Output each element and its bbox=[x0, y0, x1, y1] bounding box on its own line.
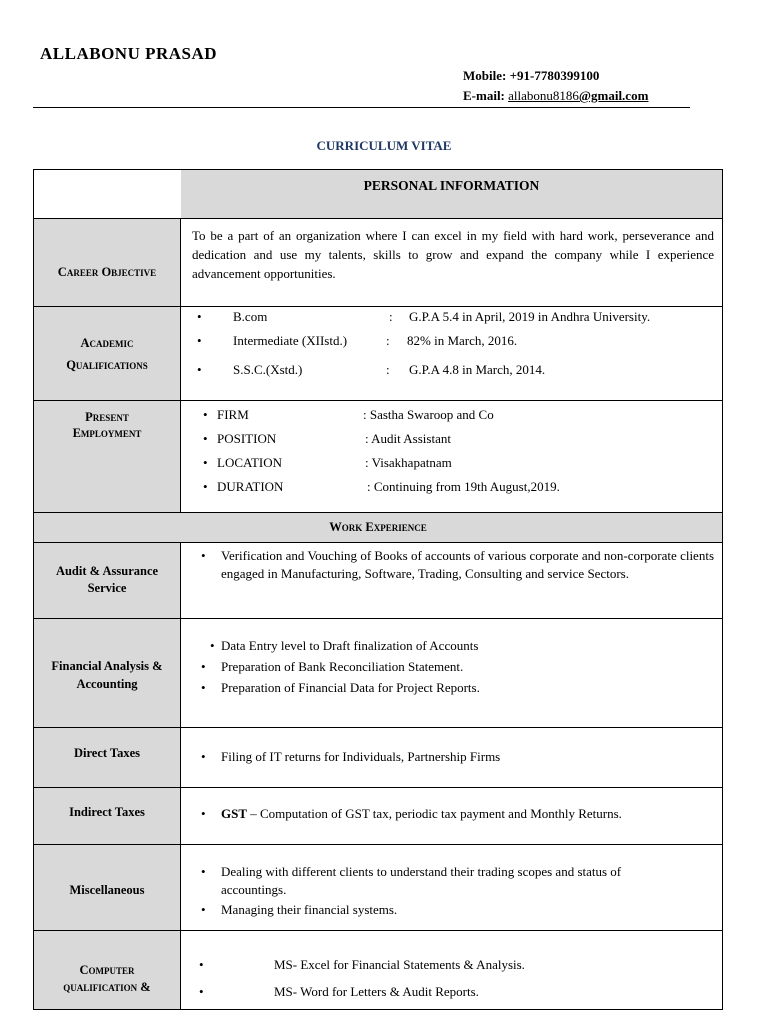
academic-course: B.com bbox=[233, 309, 268, 324]
email-domain: @gmail.com bbox=[578, 88, 649, 103]
financial-item: Preparation of Financial Data for Project Reports. bbox=[221, 680, 480, 695]
academic-course: Intermediate (XIIstd.) bbox=[233, 333, 348, 348]
email-user: allabonu8186 bbox=[508, 88, 579, 103]
audit-row bbox=[33, 542, 723, 619]
indirect-taxes-content bbox=[181, 788, 722, 844]
bullet-icon: • bbox=[203, 479, 208, 494]
mobile-row bbox=[463, 66, 648, 86]
employment-key: DURATION bbox=[217, 479, 284, 494]
career-objective-label-text: Career Objective bbox=[57, 265, 157, 279]
direct-taxes-item: Filing of IT returns for Individuals, Partnership Firms bbox=[221, 749, 501, 764]
mobile-number: +91-7780399100 bbox=[509, 68, 600, 83]
academic-detail: G.P.A 5.4 in April, 2019 in Andhra University. bbox=[409, 309, 651, 324]
personal-info-heading: PERSONAL INFORMATION bbox=[181, 170, 722, 218]
indirect-taxes-label: Indirect Taxes bbox=[34, 788, 181, 844]
employment-key: LOCATION bbox=[217, 455, 282, 470]
academic-separator: : bbox=[386, 362, 390, 377]
financial-item: Data Entry level to Draft finalization of Accounts bbox=[221, 638, 479, 653]
email-label: E-mail: bbox=[463, 88, 505, 103]
employment-key: FIRM bbox=[217, 407, 249, 422]
direct-taxes-row bbox=[33, 727, 723, 788]
misc-item: • Managing their financial systems. bbox=[221, 901, 682, 919]
work-experience-header bbox=[33, 512, 723, 543]
employment-value: : Audit Assistant bbox=[365, 431, 451, 446]
gst-label: GST bbox=[221, 806, 248, 821]
indirect-taxes-row bbox=[33, 787, 723, 845]
bullet-icon: • bbox=[203, 455, 208, 470]
indirect-taxes-item bbox=[221, 806, 622, 822]
financial-row bbox=[33, 618, 723, 728]
document-title: CURRICULUM VITAE bbox=[316, 138, 452, 153]
employment-value: : Visakhapatnam bbox=[365, 455, 452, 470]
academic-detail: 82% in March, 2016. bbox=[407, 333, 518, 348]
academic-separator: : bbox=[386, 333, 390, 348]
academic-detail: G.P.A 4.8 in March, 2014. bbox=[409, 362, 546, 377]
bullet-icon: • bbox=[199, 957, 204, 972]
computer-label-line2: qualification & bbox=[63, 980, 151, 994]
academic-row bbox=[33, 306, 723, 401]
computer-label-line1: Computer bbox=[79, 963, 135, 977]
audit-content bbox=[181, 543, 722, 618]
financial-item: Preparation of Bank Reconciliation Statement. bbox=[221, 659, 464, 674]
bullet-icon: • bbox=[197, 309, 202, 324]
contact-block bbox=[463, 66, 648, 106]
academic-separator: : bbox=[389, 309, 393, 324]
bullet-icon: • bbox=[201, 749, 206, 764]
employment-key: POSITION bbox=[217, 431, 277, 446]
employment-row bbox=[33, 400, 723, 513]
bullet-icon: • bbox=[203, 407, 208, 422]
computer-content bbox=[181, 931, 722, 1009]
financial-content bbox=[181, 619, 722, 727]
email-row bbox=[463, 86, 648, 106]
personal-info-blank-cell bbox=[34, 170, 182, 218]
computer-label bbox=[34, 931, 181, 1009]
employment-content bbox=[181, 401, 722, 512]
audit-item: • Verification and Vouching of Books of accounts of various corporate and non-corporate clients engaged in Manufacturing, Software, Trading, Consulting and service Sectors. bbox=[221, 547, 714, 582]
computer-row bbox=[33, 930, 723, 1010]
candidate-name: ALLABONU PRASAD bbox=[40, 44, 218, 63]
misc-row bbox=[33, 844, 723, 931]
misc-content bbox=[181, 845, 722, 930]
career-objective-text: To be a part of an organization where I can excel in my field with hard work, perseverance and dedication and use my talents, skills to grow and expand the company while I experience advancement opportunities. bbox=[192, 228, 714, 281]
employment-label-line2: Employment bbox=[72, 426, 142, 440]
employment-value: : Continuing from 19th August,2019. bbox=[367, 479, 560, 494]
employment-value: : Sastha Swaroop and Co bbox=[363, 407, 494, 422]
bullet-icon: • bbox=[201, 680, 206, 695]
employment-label-line1: Present bbox=[85, 410, 129, 424]
mobile-label: Mobile: bbox=[463, 68, 507, 83]
bullet-icon: • bbox=[197, 362, 202, 377]
personal-info-header-row bbox=[33, 169, 723, 219]
bullet-icon: • bbox=[210, 638, 215, 653]
computer-item: MS- Word for Letters & Audit Reports. bbox=[274, 984, 479, 999]
header-divider bbox=[33, 107, 690, 108]
academic-course: S.S.C.(Xstd.) bbox=[233, 362, 303, 377]
audit-label: Audit & Assurance Service bbox=[34, 543, 181, 618]
misc-item: • Dealing with different clients to understand their trading scopes and status of accountings. bbox=[221, 863, 682, 899]
direct-taxes-label: Direct Taxes bbox=[34, 728, 181, 787]
computer-item: MS- Excel for Financial Statements & Analysis. bbox=[274, 957, 525, 972]
academic-label-line1: Academic bbox=[80, 335, 134, 350]
gst-description: – Computation of GST tax, periodic tax payment and Monthly Returns. bbox=[247, 806, 622, 821]
bullet-icon: • bbox=[201, 659, 206, 674]
academic-label-line2: Qualifications bbox=[66, 357, 148, 372]
direct-taxes-content bbox=[181, 728, 722, 787]
academic-content bbox=[181, 307, 722, 400]
employment-label bbox=[34, 401, 181, 512]
bullet-icon: • bbox=[201, 806, 206, 821]
work-experience-heading: Work Experience bbox=[329, 520, 427, 534]
academic-label bbox=[34, 307, 181, 400]
bullet-icon: • bbox=[197, 333, 202, 348]
financial-label: Financial Analysis & Accounting bbox=[34, 619, 181, 727]
bullet-icon: • bbox=[203, 431, 208, 446]
email-link[interactable] bbox=[508, 88, 648, 103]
bullet-icon: • bbox=[199, 984, 204, 999]
career-objective-label bbox=[34, 219, 181, 306]
misc-label: Miscellaneous bbox=[34, 845, 181, 930]
career-objective-row bbox=[33, 218, 723, 307]
